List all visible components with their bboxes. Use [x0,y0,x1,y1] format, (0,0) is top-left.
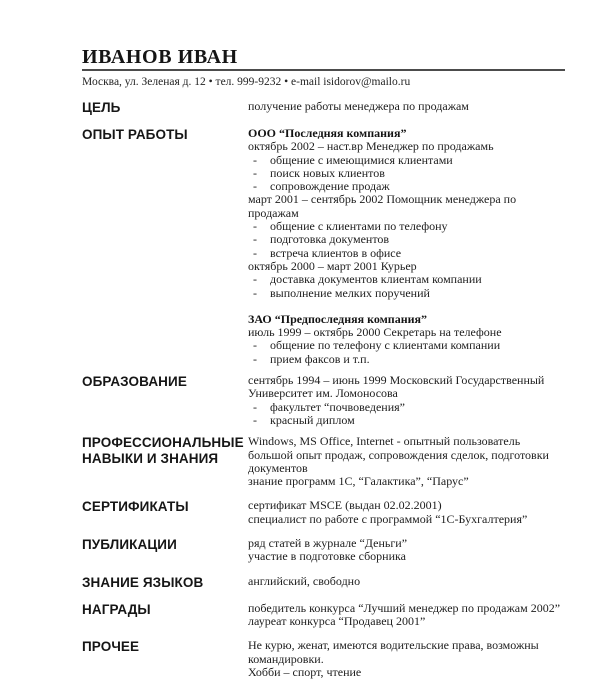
duty-text: подготовка документов [270,232,390,247]
section-goal [82,100,565,116]
duty-item [248,180,565,193]
award-line: лауреат конкурса “Продавец 2001” [248,613,426,628]
duty-item [248,287,565,300]
bullet-dash: - [253,219,257,234]
bullet-dash: - [253,245,257,260]
bullet-dash: - [253,272,257,287]
section-label-education: ОБРАЗОВАНИЕ [82,374,187,390]
section-label-publications: ПУБЛИКАЦИИ [82,537,177,553]
section-skills [82,435,565,488]
position-period-role: октябрь 2000 – март 2001 Курьер [248,258,417,273]
skills-line: Windows, MS Office, Internet - опытный пользователь [248,434,521,449]
contact-line: Москва, ул. Зеленая д. 12 • тел. 999-9232 • e-mail isidorov@mailo.ru [82,76,411,88]
duty-item [248,167,565,180]
section-label-certificates: СЕРТИФИКАТЫ [82,499,189,515]
person-name: ИВАНОВ ИВАН [82,46,238,68]
duty-text: сопровождение продаж [270,179,390,194]
header-divider [82,69,565,71]
other-line: Хобби – спорт, чтение [248,664,362,679]
bullet-dash: - [253,165,257,180]
bullet-dash: - [253,152,257,167]
other-line: Не курю, женат, имеются водительские права, возможны командировки. [248,638,539,666]
section-experience [82,127,565,366]
duty-text: общение по телефону с клиентами компании [270,338,501,353]
duty-text: поиск новых клиентов [270,165,385,180]
publication-line: участие в подготовке сборника [248,549,406,564]
section-label-experience: ОПЫТ РАБОТЫ [82,127,188,142]
duty-text: встреча клиентов в офисе [270,245,402,260]
section-awards [82,602,565,629]
section-label-other: ПРОЧЕЕ [82,639,140,655]
skills-line: знание программ 1С, “Галактика”, “Парус” [248,474,469,489]
duty-text: общение с имеющимися клиентами [270,152,453,167]
skills-content [248,435,565,488]
bullet-dash: - [253,232,257,247]
certificate-line: специалист по работе с программой “1С-Бухгалтерия” [248,511,528,526]
duty-text: доставка документов клиентам компании [270,272,482,287]
education-line: Университет им. Ломоносова [248,386,398,401]
publication-line: ряд статей в журнале “Деньги” [248,536,408,551]
education-content [248,374,565,427]
duty-item [248,339,565,352]
bullet-dash: - [253,179,257,194]
section-label-skills: ПРОФЕССИОНАЛЬНЫЕ НАВЫКИ И ЗНАНИЯ [82,435,244,467]
section-other [82,639,565,679]
bullet-dash: - [253,399,257,414]
education-bullet [248,401,565,414]
company-gap [248,300,565,313]
duty-text: прием факсов и т.п. [270,351,370,366]
resume-header [82,46,565,89]
section-label-languages: ЗНАНИЕ ЯЗЫКОВ [82,574,204,590]
position-period-role: июль 1999 – октябрь 2000 Секретарь на телефоне [248,325,502,340]
education-bullet [248,414,565,427]
award-line: победитель конкурса “Лучший менеджер по продажам 2002” [248,600,561,615]
bullet-dash: - [253,285,257,300]
duty-text: выполнение мелких поручений [270,285,430,300]
section-publications [82,537,565,564]
education-bullet-text: факультет “почвоведения” [270,399,405,414]
other-content [248,639,565,679]
duty-item [248,154,565,167]
duty-item [248,233,565,246]
bullet-dash: - [253,412,257,427]
publications-content [248,537,565,564]
experience-content [248,127,565,366]
language-line: английский, свободно [248,573,361,588]
company-name: ЗАО “Предпоследняя компания” [248,311,428,326]
bullet-dash: - [253,338,257,353]
position-period-role: октябрь 2002 – наст.вр Менеджер по продажамь [248,139,494,154]
goal-text: получение работы менеджера по продажам [248,99,469,113]
section-education [82,374,565,427]
skills-line: большой опыт продаж, сопровождения сделок, подготовки документов [248,447,549,475]
duty-item [248,220,565,233]
duty-text: общение с клиентами по телефону [270,219,448,234]
duty-item [248,273,565,286]
section-certificates [82,499,565,526]
languages-content [248,575,565,591]
duty-item [248,353,565,366]
section-languages [82,575,565,591]
position-period-role: март 2001 – сентябрь 2002 Помощник менеджера по продажам [248,192,517,220]
duty-item [248,247,565,260]
section-label-goal: ЦЕЛЬ [82,100,121,115]
education-line: сентябрь 1994 – июнь 1999 Московский Государственный [248,373,545,388]
certificates-content [248,499,565,526]
certificate-line: сертификат MSCE (выдан 02.02.2001) [248,498,442,513]
goal-content [248,100,565,116]
education-bullet-text: красный диплом [270,412,355,427]
section-label-awards: НАГРАДЫ [82,601,151,617]
awards-content [248,602,565,629]
bullet-dash: - [253,351,257,366]
company-name: ООО “Последняя компания” [248,126,407,140]
